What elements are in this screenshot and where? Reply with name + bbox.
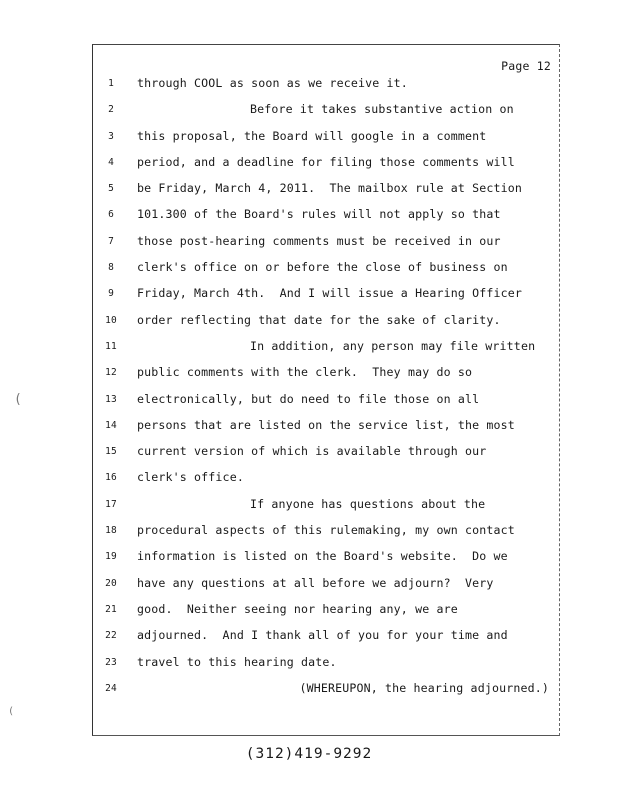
line-number: 13: [105, 393, 117, 405]
line-text: those post-hearing comments must be received in our: [137, 233, 501, 248]
transcript-line: [93, 181, 559, 207]
line-number: 2: [108, 104, 114, 116]
line-text: current version of which is available through our: [137, 444, 487, 459]
transcript-line: [93, 313, 559, 339]
line-text: good. Neither seeing nor hearing any, we are: [137, 601, 458, 616]
line-number: 10: [105, 314, 117, 326]
transcript-line: [93, 207, 559, 233]
transcript-line: [93, 234, 559, 260]
footer-phone-number: (312)419-9292: [245, 746, 373, 762]
line-number: 16: [105, 472, 117, 484]
line-text: procedural aspects of this rulemaking, my own contact: [137, 523, 515, 538]
line-number: 7: [108, 235, 114, 247]
line-text: order reflecting that date for the sake of clarity.: [137, 312, 501, 327]
line-number: 19: [105, 551, 117, 563]
line-text: In addition, any person may file written: [250, 338, 536, 353]
transcript-line: [93, 628, 559, 654]
line-number: 18: [105, 525, 117, 537]
line-number: 23: [105, 656, 117, 668]
line-text: Before it takes substantive action on: [250, 102, 514, 117]
line-text: be Friday, March 4, 2011. The mailbox rule at Section: [137, 181, 523, 196]
line-number: 5: [108, 183, 114, 195]
line-text: period, and a deadline for filing those comments will: [137, 154, 515, 169]
line-text: information is listed on the Board's website. Do we: [137, 549, 508, 564]
transcript-line: [93, 339, 559, 365]
line-number: 20: [105, 577, 117, 589]
line-text: (WHEREUPON, the hearing adjourned.): [299, 680, 549, 695]
line-number: 14: [105, 419, 117, 431]
line-number: 3: [108, 130, 114, 142]
line-text: this proposal, the Board will google in a comment: [137, 128, 487, 143]
transcript-line: [93, 260, 559, 286]
line-text: persons that are listed on the service list, the most: [137, 417, 515, 432]
line-text: have any questions at all before we adjourn? Very: [137, 575, 494, 590]
line-number: 21: [105, 603, 117, 615]
line-text: If anyone has questions about the: [250, 496, 486, 511]
line-number: 9: [108, 288, 114, 300]
transcript-line: [93, 76, 559, 102]
transcript-line: [93, 102, 559, 128]
transcript-line: [93, 655, 559, 681]
line-number: 11: [105, 340, 117, 352]
transcript-line: [93, 602, 559, 628]
line-number: 4: [108, 156, 114, 168]
line-text: adjourned. And I thank all of you for your time and: [137, 628, 508, 643]
transcript-line: [93, 681, 559, 707]
scan-artifact-mark: (: [14, 392, 22, 407]
transcript-line: [93, 392, 559, 418]
line-number: 22: [105, 630, 117, 642]
line-text: clerk's office on or before the close of business on: [137, 260, 508, 275]
line-number: 15: [105, 446, 117, 458]
line-number: 17: [105, 498, 117, 510]
line-text: travel to this hearing date.: [137, 654, 337, 669]
line-number: 24: [105, 682, 117, 694]
transcript-line: [93, 365, 559, 391]
transcript-line: [93, 497, 559, 523]
transcript-line: [93, 444, 559, 470]
line-number: 8: [108, 262, 114, 274]
transcript-line: [93, 523, 559, 549]
line-text: through COOL as soon as we receive it.: [137, 76, 408, 90]
scan-artifact-mark: (: [8, 706, 15, 717]
transcript-line: [93, 129, 559, 155]
line-text: electronically, but do need to file those on all: [137, 391, 480, 406]
line-text: 101.300 of the Board's rules will not apply so that: [137, 207, 501, 222]
transcript-line: [93, 155, 559, 181]
transcript-lines: [93, 76, 559, 707]
line-text: Friday, March 4th. And I will issue a Hearing Officer: [137, 286, 523, 301]
page-number: Page 12: [501, 59, 551, 73]
transcript-line: [93, 576, 559, 602]
transcript-page: [92, 44, 560, 736]
transcript-line: [93, 549, 559, 575]
line-number: 1: [108, 78, 114, 89]
line-number: 6: [108, 209, 114, 221]
transcript-line: [93, 286, 559, 312]
line-number: 12: [105, 367, 117, 379]
line-text: public comments with the clerk. They may do so: [137, 365, 473, 380]
transcript-line: [93, 470, 559, 496]
line-text: clerk's office.: [137, 470, 244, 485]
transcript-line: [93, 418, 559, 444]
